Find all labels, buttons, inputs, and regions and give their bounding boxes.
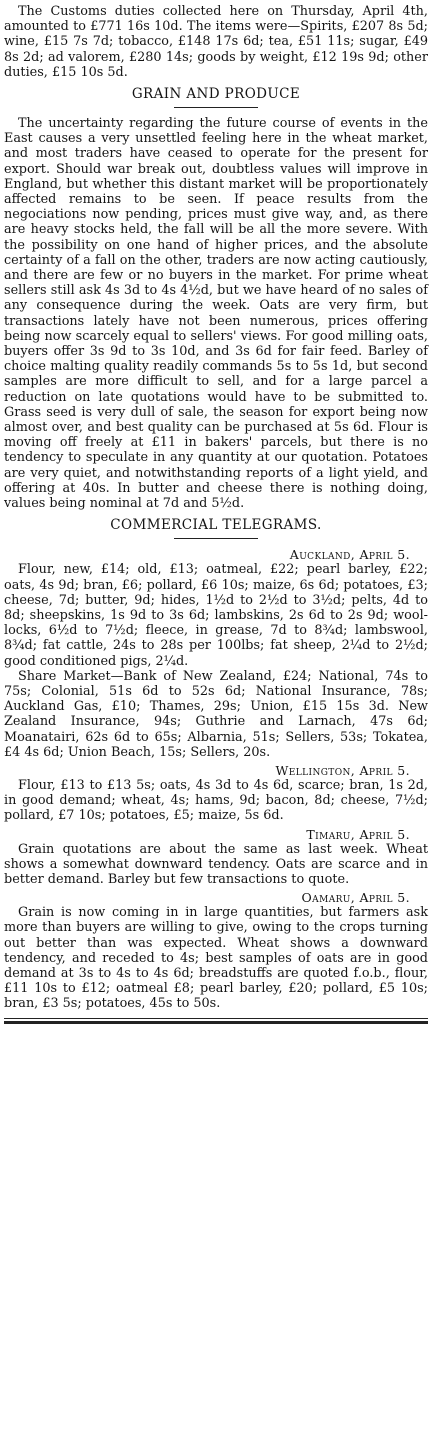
wellington-paragraph: Flour, £13 to £13 5s; oats, 4s 3d to 4s 6d, scarce; bran, 1s 2d, in good demand; wheat, 4s; hams, 9d; bacon, 8d; cheese, 7½d; pollard, £7 10s; potatoes, £5; maize, 5s 6d. xyxy=(4,777,428,824)
timaru-paragraph: Grain quotations are about the same as last week. Wheat shows a somewhat downward tendency. Oats are scarce and in better demand. Barley but few transactions to quote. xyxy=(4,841,428,887)
timaru-dateline: Timaru, April 5. xyxy=(306,826,410,842)
commercial-telegrams-heading: COMMERCIAL TELEGRAMS. xyxy=(110,517,322,534)
oamaru-dateline: Oamaru, April 5. xyxy=(301,890,410,906)
column-end-thick-rule xyxy=(4,1021,428,1024)
wellington-dateline: Wellington, April 5. xyxy=(275,762,410,778)
heading-rule xyxy=(174,538,258,539)
grain-produce-paragraph: The uncertainty regarding the future course of events in the East causes a very unsettled feeling here in the wheat market, and most traders have ceased to operate for the present for export. Should war break out, doubtless values will improve in England, but whether this distant market will be proportionately affected remains to be seen. If peace results from the negociations now pending, prices must give way, and, as there are heavy stocks held, the fall will be all the more severe. With the possibility on one hand of higher prices, and the absolute certainty of a fall on the other, traders are now acting cautiously, and there are few or no buyers in the market. For prime wheat sellers still ask 4s 3d to 4s 4½d, but we have heard of no sales of any consequence during the week. Oats are very firm, but transactions lately have not been numerous, prices offering being now scarcely equal to sellers' views. For good milling oats, buyers offer 3s 9d to 3s 10d, and 3s 6d for fair feed. Barley of choice malting quality readily commands 5s to 5s 1d, but second samples are more difficult to sell, and for a large parcel a reduction on late quotations would have to be submitted to. Grass seed is very dull of sale, the season for export being now almost over, and best quality can be purchased at 5s 6d. Flour is moving off freely at £11 in bakers' parcels, but there is no tendency to speculate in any quantity at our quotation. Potatoes are very quiet, and notwithstanding reports of a light yield, and offering at 40s. In butter and cheese there is nothing doing, values being nominal at 7d and 5½d. xyxy=(4,116,428,512)
auckland-produce-paragraph: Flour, new, £14; old, £13; oatmeal, £22; pearl barley, £22; oats, 4s 9d; bran, £6; pollard, £6 10s; maize, 6s 6d; potatoes, £3; cheese, 7d; butter, 9d; hides, 1½d to 2½d to 3½d; pelts, 4d to 8d; sheepskins, 1s 9d to 3s 6d; lambskins, 2s 6d to 2s 9d; wool-locks, 6½d to 7½d; fleece, in grease, 7d to 8¾d; lambswool, 8¾d; fat cattle, 24s to 28s per 100lbs; fat sheep, 2¼d to 2½d; good conditioned pigs, 2¼d. xyxy=(4,562,428,669)
customs-paragraph: The Customs duties collected here on Thursday, April 4th, amounted to £771 16s 10d. The items were—Spirits, £207 8s 5d; wine, £15 7s 7d; tobacco, £148 17s 6d; tea, £51 11s; sugar, £49 8s 2d; ad valorem, £280 14s; goods by weight, £12 19s 9d; other duties, £15 10s 5d. xyxy=(4,4,428,80)
newspaper-column xyxy=(4,4,428,1024)
auckland-dateline: Auckland, April 5. xyxy=(289,547,410,563)
auckland-share-market-paragraph: Share Market—Bank of New Zealand, £24; National, 74s to 75s; Colonial, 51s 6d to 52s 6d; National Insurance, 78s; Auckland Gas, £10; Thames, 29s; Union, £15 15s 3d. New Zealand Insurance, 94s; Guthrie and Larnach, 47s 6d; Moanatairi, 62s 6d to 65s; Albarnia, 51s; Sellers, 53s; Tokatea, £4 4s 6d; Union Beach, 15s; Sellers, 20s. xyxy=(4,668,428,760)
column-end-rule xyxy=(4,1018,428,1019)
grain-produce-heading: GRAIN AND PRODUCE xyxy=(131,86,301,103)
heading-rule xyxy=(174,107,258,108)
oamaru-paragraph: Grain is now coming in in large quantities, but farmers ask more than buyers are willing to give, owing to the crops turning out better than was expected. Wheat shows a downward tendency, and receded to 4s; best samples of oats are in good demand at 3s to 4s to 4s 6d; breadstuffs are quoted f.o.b., flour, £11 10s to £12; oatmeal £8; pearl barley, £20; pollard, £5 10s; bran, £3 5s; potatoes, 45s to 50s. xyxy=(4,905,428,1012)
